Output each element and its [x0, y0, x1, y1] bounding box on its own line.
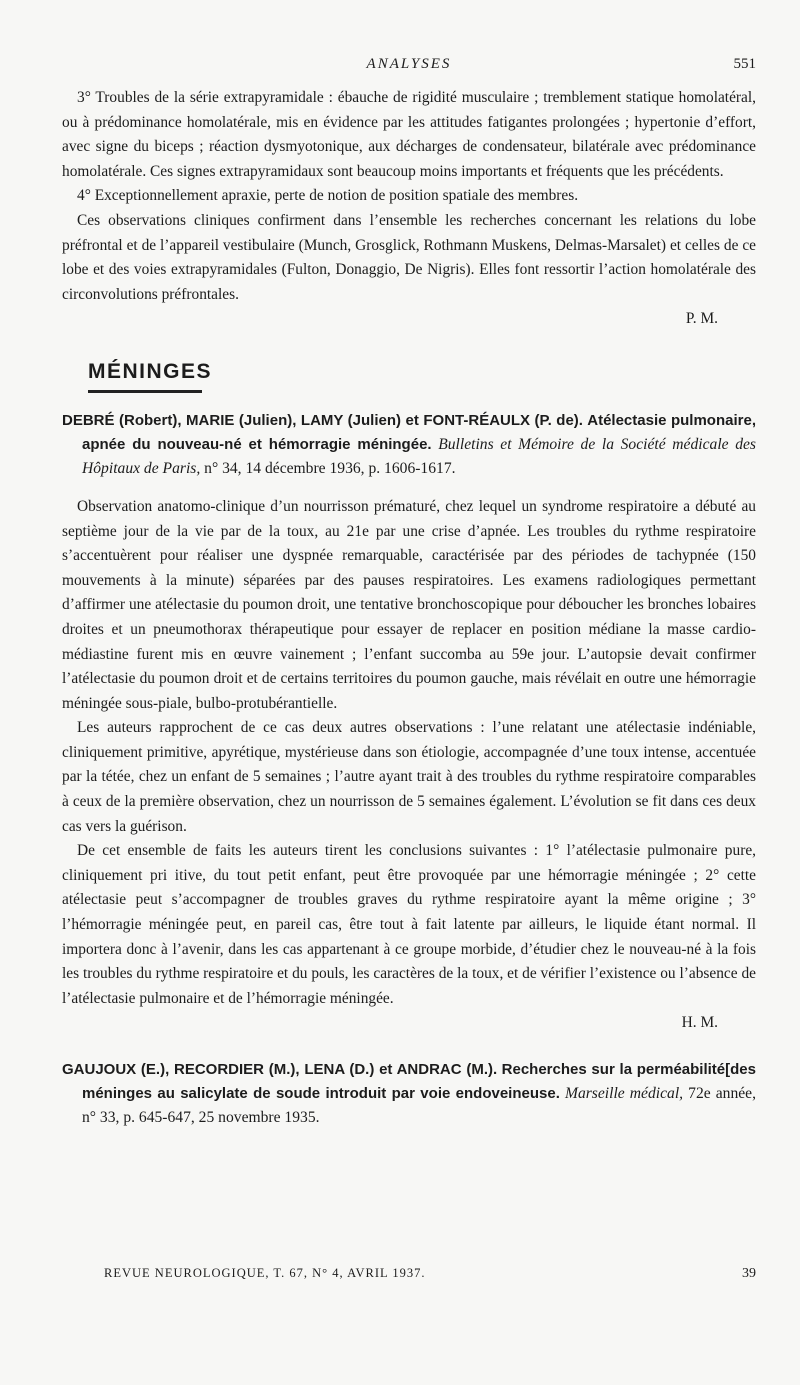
- page-footer: [104, 1266, 756, 1281]
- article-2-reference: [62, 1058, 756, 1130]
- running-header: [62, 56, 756, 86]
- article-2-journal: Marseille médical,: [564, 1085, 684, 1102]
- section-underline: [88, 390, 202, 393]
- article-1-paragraph-1: Observation anatomo-clinique d’un nourrisson prématuré, chez lequel un syndrome respiratoire a débuté au septième jour de la vie par de la toux, au 21e par une crise d’apnée. Les troubles du rythme respiratoire s’accentuèrent pour réaliser une dyspnée remarquable, caractérisée par des périodes de tachypnée (150 mouvements à la minute) séparées par des pauses respiratoires. Les examens radiologiques permettant d’affirmer une atélectasie du poumon droit, une tentative bronchoscopique pour déboucher les bronches lobaires droites et un pneumothorax thérapeutique pour essayer de replacer en position médiane la masse cardio-médiastine furent mis en œuvre vainement ; l’enfant succomba au 59e jour. L’autopsie devait confirmer l’atélectasie du poumon droit et de certains territoires du poumon gauche, mais révélait en outre une hémorragie méningée sous-piale, bulbo-protubérantielle.: [62, 497, 756, 712]
- article-2-details: 72e année, n° 33, p. 645-647, 25 novembre 1935.: [82, 1085, 756, 1126]
- article-2-title: Recherches sur la perméabilité[des méninges au salicylate de soude introduit par voie endoveineuse.: [82, 1061, 756, 1102]
- document-page: [62, 56, 756, 1130]
- section-heading: MÉNINGES: [88, 359, 213, 383]
- article-1-details: n° 34, 14 décembre 1936, p. 1606-1617.: [204, 459, 456, 477]
- header-title: ANALYSES: [366, 56, 452, 72]
- intro-paragraph-3: Ces observations cliniques confirment dans l’ensemble les recherches concernant les relations du lobe préfrontal et de l’appareil vestibulaire (Munch, Grosglick, Rothmann Muskens, Delmas-Marsalet) et celles de ce lobe et des voies extrapyramidales (Fulton, Donaggio, De Nigris). Elles font ressortir l’action homolatérale des circonvolutions préfrontales.: [62, 211, 756, 303]
- article-1-journal: Bulletins et Mémoire de la Société médicale des Hôpitaux de Paris,: [82, 435, 756, 477]
- article-1-authors: DEBRÉ (Robert), MARIE (Julien), LAMY (Julien) et FONT-RÉAULX (P. de).: [62, 411, 583, 429]
- intro-paragraph-1: 3° Troubles de la série extrapyramidale : ébauche de rigidité musculaire ; tremblement statique homolatéral, ou à prédominance homolatérale, mis en évidence par les attitudes fatigantes prolongées ; hypertonie d’effort, avec signe du biceps ; réaction dysmyotonique, aux décharges de condensateur, bilatérale avec prédominance homolatérale. Ces signes extrapyramidaux sont beaucoup moins importants et fréquents que les précédents.: [62, 89, 756, 180]
- article-1-paragraph-3: De cet ensemble de faits les auteurs tirent les conclusions suivantes : 1° l’atélectasie pulmonaire pure, cliniquement pri itive, du tout petit enfant, peut être provoquée par une hémorragie méningée ; 2° cette atélectasie peut s’accompagner de troubles graves du rythme respiratoire ayant la même origine ; 3° l’hémorragie méningée peut, en pareil cas, être tout à fait latente par ailleurs, le liquide étant normal. Il importera donc à l’avenir, dans les cas appartenant à ce groupe morbide, d’étudier chez le nouveau-né à la fois les troubles du rythme respiratoire et du pouls, les caractères de la toux, et de vérifier l’existence ou l’absence de l’atélectasie pulmonaire et de l’hémorragie méningée.: [62, 842, 756, 1007]
- article-1-paragraph-2: Les auteurs rapprochent de ce cas deux autres observations : l’une relatant une atélectasie indéniable, cliniquement primitive, apyrétique, mystérieuse dans son étiologie, accompagnée d’une toux intense, accentuée par la tétée, chez un enfant de 5 semaines ; l’autre ayant trait à des troubles du rythme respiratoire comparables à ceux de la première observation, chez un nourrisson de 5 semaines également. L’évolution se fit dans ces deux cas vers la guérison.: [62, 719, 756, 835]
- header-page-number: 551: [733, 56, 756, 72]
- article-1-title: Atélectasie pulmonaire, apnée du nouveau-né et hémorragie méningée.: [82, 411, 756, 453]
- footer-page-number: 39: [742, 1266, 756, 1281]
- intro-signature: P. M.: [685, 310, 718, 328]
- article-2-authors: GAUJOUX (E.), RECORDIER (M.), LENA (D.) et ANDRAC (M.).: [62, 1061, 498, 1078]
- article-1-reference: [62, 409, 756, 481]
- footer-journal: REVUE NEUROLOGIQUE, T. 67, N° 4, AVRIL 1937.: [104, 1266, 426, 1280]
- intro-paragraph-2: 4° Exceptionnellement apraxie, perte de notion de position spatiale des membres.: [77, 187, 579, 205]
- article-1-signature: H. M.: [681, 1014, 718, 1032]
